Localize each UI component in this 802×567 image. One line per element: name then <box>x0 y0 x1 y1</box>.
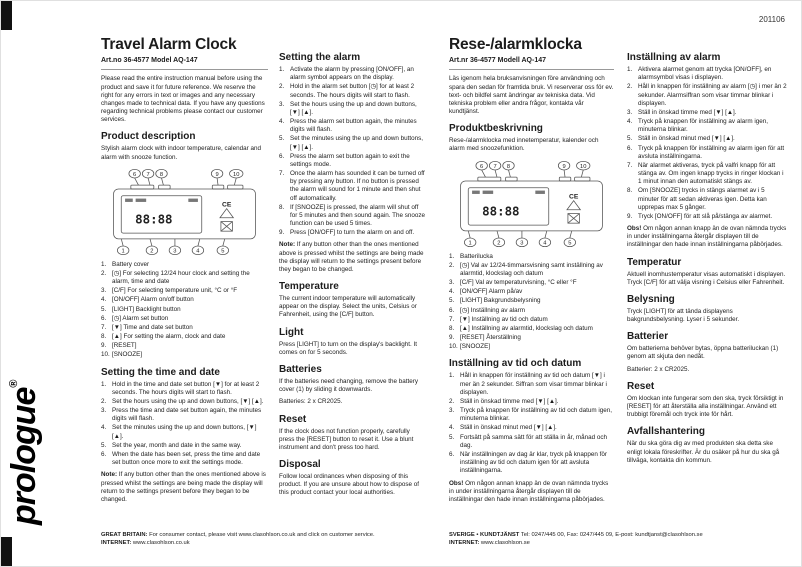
list-item: Ställ in önskad minut med [▼] [▲]. <box>638 135 735 143</box>
page-title-sv: Rese-/alarmklocka <box>449 36 582 53</box>
svg-text:6: 6 <box>133 171 137 178</box>
batteries-text-en: If the batteries need changing, remove the battery cover (1) by sliding it downwards. <box>279 377 418 394</box>
list-item: [SNOOZE] <box>460 343 491 351</box>
note-alarm-sv: Obs! Om någon annan knapp än de ovan nämnda trycks in under inställningarna återgår displayen till de inställningar den hade innan inställningarna påbörjades. <box>627 225 787 249</box>
list-item: Press the time and date set button again, the minutes digits will flash. <box>112 407 262 423</box>
list-item: [◷] For selecting 12/24 hour clock and setting the alarm, time and date <box>112 269 250 286</box>
temperature-text-en: The current indoor temperature will automatically appear on the display. Select the units, Celsius or Fahrenheit, using the [C/F] button. <box>279 295 417 319</box>
product-description-en: Stylish alarm clock with indoor temperature, calendar and alarm with snooze function. <box>101 145 261 161</box>
batteries-type-sv: Batterier: 2 x CR2025. <box>627 365 690 373</box>
list-item: Batterilucka <box>460 252 493 260</box>
list-item: [▼] Inställning av tid och datum <box>460 315 548 323</box>
batteries-type-en: Batteries: 2 x CR2025. <box>279 398 343 406</box>
svg-text:5: 5 <box>221 248 225 255</box>
column-sv-2 <box>627 37 787 469</box>
svg-text:2: 2 <box>497 240 501 247</box>
list-item: Press [ON/OFF] to turn the alarm on and off. <box>290 229 415 237</box>
svg-text:3: 3 <box>520 240 524 247</box>
corner-mark-top <box>1 1 12 30</box>
clock-diagram-en <box>101 166 268 258</box>
heading-disposal-en: Disposal <box>279 459 321 471</box>
time-date-steps-en <box>101 381 268 468</box>
list-item: If [SNOOZE] is pressed, the alarm will shut off for 5 minutes and then sound again. The snooze function can be used 5 times. <box>290 203 426 228</box>
temperature-text-sv: Aktuell inomhustemperatur visas automatiskt i displayen. Tryck [C/F] för att välja visning i Celsius eller Fahrenheit. <box>627 270 786 286</box>
gb-url: www.clasohlson.co.uk <box>132 540 190 547</box>
heading-reset-en: Reset <box>279 413 307 425</box>
heading-light-en: Light <box>279 326 304 338</box>
footer-se-internet: INTERNET: www.clasohlson.se <box>449 540 530 547</box>
column-sv-1 <box>449 37 614 508</box>
svg-text:10: 10 <box>580 163 587 170</box>
list-item: Hold in the time and date set button [▼] for at least 2 seconds. The hours digits will start to flash. <box>112 380 260 396</box>
svg-text:2: 2 <box>150 248 154 255</box>
heading-setting-alarm-en: Setting the alarm <box>279 52 361 63</box>
list-item: Set the minutes using the up and down buttons, [▼] [▲]. <box>290 135 424 151</box>
list-item: Press the alarm set button again, the minutes digits will flash. <box>290 118 417 134</box>
intro-sv: Läs igenom hela bruksanvisningen före användning och spara den sedan för framtida bruk. Vi reserverar oss för ev. text- och bildfel samt ändringar av tekniska data. Vid tekniska problem eller andra frågor, kontakta vår kundtjänst. <box>449 75 614 116</box>
svg-text:3: 3 <box>173 248 177 255</box>
list-item: When the date has been set, press the time and date set button once more to exit the settings mode. <box>112 451 261 467</box>
list-item: [SNOOZE] <box>112 351 143 359</box>
svg-text:88:88: 88:88 <box>135 211 173 227</box>
list-item: [RESET] Återställning <box>460 334 521 342</box>
heading-disposal-sv: Avfallshantering <box>627 426 705 438</box>
disposal-text-en: Follow local ordinances when disposing of this product. If you are unsure about how to dispose of this product contact your local authorities. <box>279 473 420 497</box>
brand-name: prologue <box>5 387 43 525</box>
heading-reset-sv: Reset <box>627 380 655 392</box>
heading-setting-alarm-sv: Inställning av alarm <box>627 52 721 63</box>
corner-mark-bottom <box>1 537 12 566</box>
heading-product-description-sv: Produktbeskrivning <box>449 123 543 135</box>
list-item: Tryck på knappen för inställning av alarm igen för att avsluta inställningarna. <box>638 144 785 160</box>
list-item: Once the alarm has sounded it can be turned off by pressing any button. If no button is pressed the alarm will sound for 1 minute and then shut off automatically. <box>290 170 425 202</box>
list-item: Om [SNOOZE] trycks in stängs alarmet av i 5 minuter för att sedan aktiveras igen. Detta kan upprepas max 5 gånger. <box>638 187 767 211</box>
product-parts-list-sv <box>449 253 614 352</box>
list-item: [ON/OFF] Alarm på/av <box>460 288 523 296</box>
intro-en: Please read the entire instruction manual before using the product and save it for future reference. We reserve the right for any errors in text or images and any necessary changes made to technical data. If you have any questions regarding technical problems please contact our customer services. <box>101 75 265 124</box>
heading-time-date-en: Setting the time and date <box>101 366 220 378</box>
footer-gb-contact: GREAT BRITAIN: For consumer contact, please visit www.clasohlson.co.uk and click on customer service. <box>101 532 375 538</box>
list-item: [LIGHT] Backlight button <box>112 305 181 313</box>
list-item: [RESET] <box>112 342 137 350</box>
product-description-sv: Rese-/alarmklocka med innetemperatur, kalender och alarm med snoozefunktion. <box>449 137 599 153</box>
list-item: Ställ in önskad timme med [▼] [▲]. <box>638 108 737 116</box>
artno-en: Art.no 36-4577 Model AQ-147 <box>101 56 268 70</box>
list-item: Set the hours using the up and down buttons, [▼] [▲]. <box>112 397 264 405</box>
heading-time-date-sv: Inställning av tid och datum <box>449 358 582 370</box>
list-item: [C/F] For selecting temperature unit, °C or °F <box>112 287 238 295</box>
column-en-1 <box>101 37 268 508</box>
note-alarm-en: Note: If any button other than the ones mentioned above is pressed whilst the settings are being made the display will return to the settings present before they began to be changed. <box>279 241 424 273</box>
alarm-steps-en <box>279 66 426 237</box>
list-item: Tryck på knappen för inställning av tid och datum igen, minuterna blinkar. <box>460 407 613 423</box>
svg-text:8: 8 <box>506 163 511 170</box>
list-item: Tryck [ON/OFF] för att slå på/stänga av alarmet. <box>638 212 773 220</box>
light-text-sv: Tryck [LIGHT] för att tända displayens bakgrundsbelysning. Lyser i 5 sekunder. <box>627 307 740 324</box>
list-item: Aktivera alarmet genom att trycka [ON/OFF], en alarmsymbol visas i displayen. <box>638 66 772 82</box>
list-item: Press the alarm set button again to exit the settings mode. <box>290 152 410 168</box>
alarm-steps-sv <box>627 66 787 221</box>
svg-text:8: 8 <box>159 171 164 178</box>
svg-text:4: 4 <box>543 240 547 247</box>
svg-text:6: 6 <box>480 163 484 170</box>
svg-text:9: 9 <box>215 171 219 178</box>
list-item: Battery cover <box>112 260 150 268</box>
batteries-text-sv: Om batterierna behöver bytas, öppna batteriluckan (1) genom att skjuta den nedåt. <box>627 345 779 361</box>
footer-se-contact: SVERIGE • KUNDTJÄNST Tel: 0247/445 00, Fax: 0247/445 09, E-post: kundtjanst@clasohlson.se <box>449 532 703 538</box>
svg-text:CE: CE <box>569 192 579 200</box>
list-item: [ON/OFF] Alarm on/off button <box>112 296 194 304</box>
svg-text:88:88: 88:88 <box>482 203 520 219</box>
heading-batteries-en: Batteries <box>279 363 322 375</box>
list-item: [LIGHT] Bakgrundsbelysning <box>460 297 541 305</box>
svg-text:4: 4 <box>196 248 200 255</box>
list-item: [▼] Time and date set button <box>112 323 193 331</box>
list-item: [◷] Alarm set button <box>112 314 169 322</box>
light-text-en: Press [LIGHT] to turn on the display's backlight. It comes on for 5 seconds. <box>279 340 418 356</box>
time-date-steps-sv <box>449 372 614 475</box>
list-item: [▲] For setting the alarm, clock and date <box>112 333 226 341</box>
list-item: Hold in the alarm set button [◷] for at least 2 seconds. The hours digits will start to flash. <box>290 83 415 99</box>
svg-text:7: 7 <box>493 163 497 170</box>
artno-sv: Art.nr 36-4577 Modell AQ-147 <box>449 56 614 70</box>
list-item: Set the year, month and date in the same way. <box>112 441 242 449</box>
svg-text:10: 10 <box>233 171 240 178</box>
svg-text:9: 9 <box>562 163 566 170</box>
column-en-2 <box>279 37 426 502</box>
list-item: [▲] Inställning av alarmtid, klockslag och datum <box>460 324 593 332</box>
svg-text:CE: CE <box>222 200 232 208</box>
heading-product-description-en: Product description <box>101 131 196 143</box>
list-item: Ställ in önskad timme med [▼] [▲]. <box>460 397 559 405</box>
registered-trademark-icon: ® <box>8 379 20 388</box>
note-time-date-en: Note: If any button other than the ones mentioned above is pressed whilst the settings are being made the display will return to the settings present before they began to be changed. <box>101 471 266 503</box>
list-item: Tryck på knappen för inställning av alarm igen, minuterna blinkar. <box>638 118 768 134</box>
list-item: Håll in knappen för inställning av tid och datum [▼] i mer än 2 sekunder. Siffran som visar timmar blinkar i displayen. <box>460 372 607 396</box>
disposal-text-sv: När du ska göra dig av med produkten ska detta ske enligt lokala föreskrifter. Är du osäker på hur du ska gå tillväga, kontakta din kommun. <box>627 440 780 464</box>
heading-temperature-en: Temperature <box>279 281 339 293</box>
page-title-en: Travel Alarm Clock <box>101 36 237 53</box>
svg-text:5: 5 <box>568 240 572 247</box>
svg-text:7: 7 <box>146 171 150 178</box>
list-item: Set the minutes using the up and down buttons, [▼] [▲]. <box>112 424 257 440</box>
heading-light-sv: Belysning <box>627 293 675 305</box>
svg-text:1: 1 <box>468 240 472 247</box>
footer-sverige <box>449 531 779 548</box>
se-url: www.clasohlson.se <box>480 540 530 547</box>
footer-great-britain <box>101 531 421 548</box>
svg-text:1: 1 <box>121 248 125 255</box>
doc-number: 201106 <box>758 15 785 24</box>
list-item: Håll in knappen för inställning av alarm [◷] i mer än 2 sekunder. Alarmsiffran som visar timmar blinkar i displayen. <box>638 83 787 107</box>
list-item: Ställ in önskad minut med [▼] [▲]. <box>460 424 557 432</box>
note-time-date-sv: Obs! Om någon annan knapp än de ovan nämnda trycks in under inställningarna återgår displayen till de inställningar den hade innan inställningarna påbörjades. <box>449 479 609 503</box>
list-item: Set the hours using the up and down buttons, [▼] [▲]. <box>290 100 417 116</box>
list-item: Fortsätt på samma sätt för att ställa in år, månad och dag. <box>460 433 607 449</box>
brand-logo <box>5 379 44 525</box>
list-item: [◷] Val av 12/24-timmarsvisning samt inställning av alarmtid, klockslag och datum <box>460 261 603 277</box>
list-item: När alarmet aktiveras, tryck på valfri knapp för att stänga av. Om ingen knapp trycks in ringer klockan i 1 minut innan den automatiskt stängs av. <box>638 161 784 186</box>
heading-temperature-sv: Temperatur <box>627 256 682 268</box>
list-item: [◷] Inställning av alarm <box>460 306 525 314</box>
list-item: [C/F] Val av temperaturvisning, °C eller °F <box>460 279 577 287</box>
reset-text-en: If the clock does not function properly, carefully press the [RESET] button to reset it. Use a blunt instrument and don't press too hard. <box>279 427 414 451</box>
footer-gb-internet: INTERNET: www.clasohlson.co.uk <box>101 540 190 547</box>
clock-diagram-sv <box>449 158 614 250</box>
product-parts-list-en <box>101 261 268 360</box>
heading-batteries-sv: Batterier <box>627 331 669 343</box>
list-item: När inställningen av dag är klar, tryck på knappen för inställning av tid och datum igen för att avsluta inställningarna. <box>460 451 608 475</box>
list-item: Activate the alarm by pressing [ON/OFF], an alarm symbol appears on the display. <box>290 66 414 82</box>
reset-text-sv: Om klockan inte fungerar som den ska, tryck försiktigt in [RESET] för att återställa alla inställningar. Använd ett trubbigt föremål och tryck inte för hårt. <box>627 394 784 419</box>
